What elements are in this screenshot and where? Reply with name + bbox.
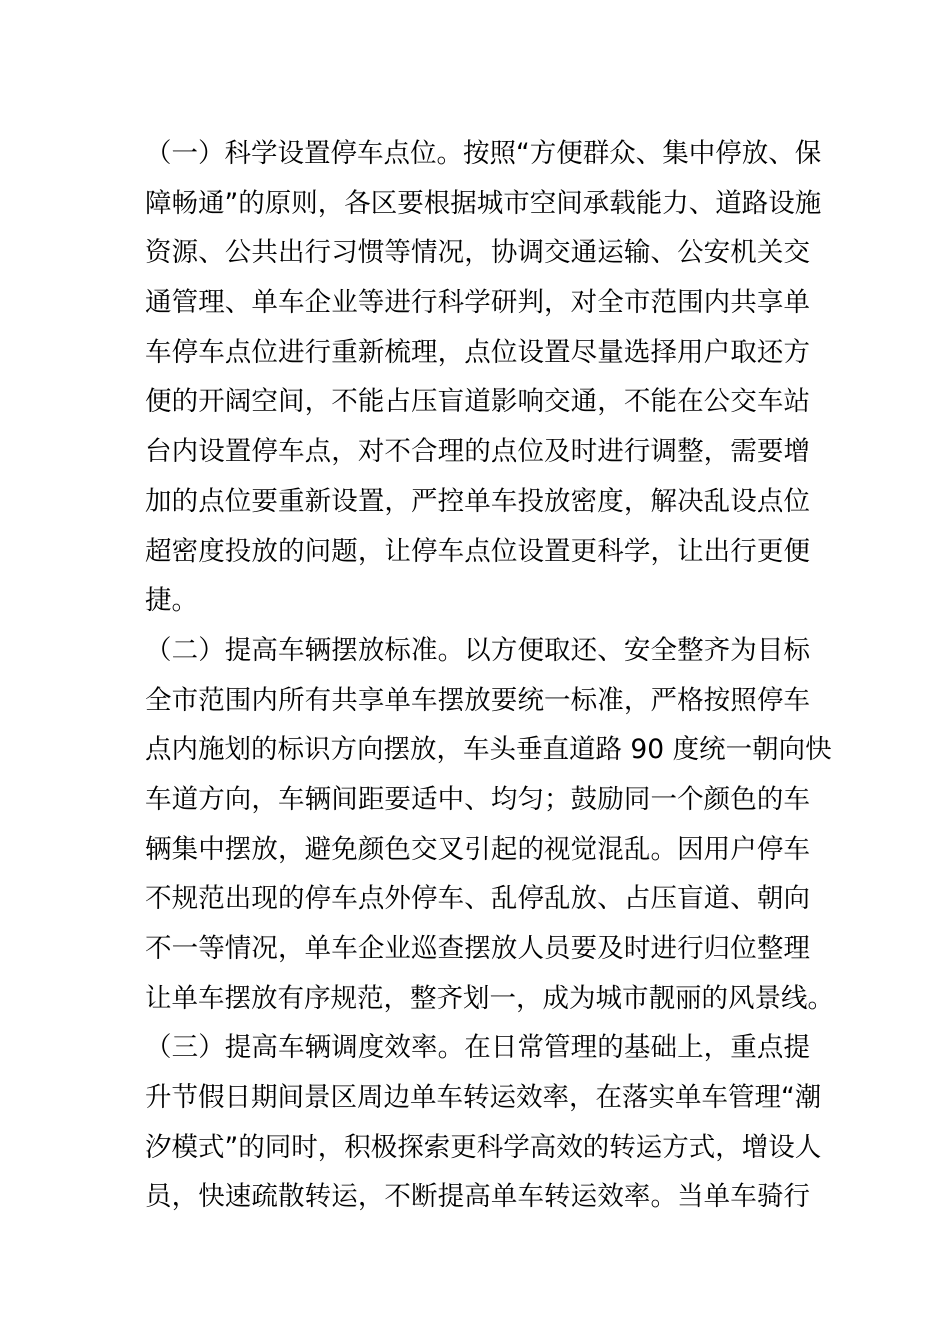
paragraph-1-line-1: （一）科学设置停车点位。按照“方便群众、集中停放、保 [145,138,822,169]
paragraph-1-line-3: 资源、公共出行习惯等情况，协调交通运输、公安机关交 [145,237,810,269]
paragraph-1-line-9: 超密度投放的问题，让停车点位设置更科学，让出行更便 [145,535,810,567]
paragraph-3-line-1: （三）提高车辆调度效率。在日常管理的基础上，重点提 [145,1032,810,1064]
paragraph-2-line-8: 让单车摆放有序规范，整齐划一，成为城市靓丽的风景线。 [145,982,834,1014]
paragraph-1-line-10: 捷。 [145,585,198,617]
paragraph-3-line-4: 员，快速疏散转运，不断提高单车转运效率。当单车骑行 [145,1181,810,1213]
body-text [145,129,834,1222]
paragraph-3-line-2: 升节假日期间景区周边单车转运效率，在落实单车管理“潮 [145,1082,822,1114]
paragraph-1-line-6: 便的开阔空间，不能占压盲道影响交通，不能在公交车站 [145,386,810,418]
paragraph-2-line-5: 辆集中摆放，避免颜色交叉引起的视觉混乱。因用户停车 [145,833,810,865]
paragraph-1-line-7: 台内设置停车点，对不合理的点位及时进行调整，需要增 [145,436,810,468]
paragraph-2-line-1: （二）提高车辆摆放标准。以方便取还、安全整齐为目标 [145,634,810,666]
paragraph-1-line-2: 障畅通”的原则，各区要根据城市空间承载能力、道路设施 [145,187,822,219]
paragraph-1-line-4: 通管理、单车企业等进行科学研判，对全市范围内共享单 [145,287,810,319]
paragraph-2-line-4: 车道方向，车辆间距要适中、均匀；鼓励同一个颜色的车 [145,783,810,815]
paragraph-1-line-5: 车停车点位进行重新梳理，点位设置尽量选择用户取还方 [145,336,810,368]
paragraph-2-line-6: 不规范出现的停车点外停车、乱停乱放、占压盲道、朝向 [145,883,810,915]
paragraph-2-line-7: 不一等情况，单车企业巡查摆放人员要及时进行归位整理 [145,933,810,964]
paragraph-3-line-3: 汐模式”的同时，积极探索更科学高效的转运方式，增设人 [145,1131,822,1163]
paragraph-1-line-8: 加的点位要重新设置，严控单车投放密度，解决乱设点位 [145,485,810,517]
paragraph-2-line-2: 全市范围内所有共享单车摆放要统一标准，严格按照停车 [145,684,810,716]
paragraph-2-line-3: 点内施划的标识方向摆放，车头垂直道路 90 度统一朝向快 [145,734,832,766]
